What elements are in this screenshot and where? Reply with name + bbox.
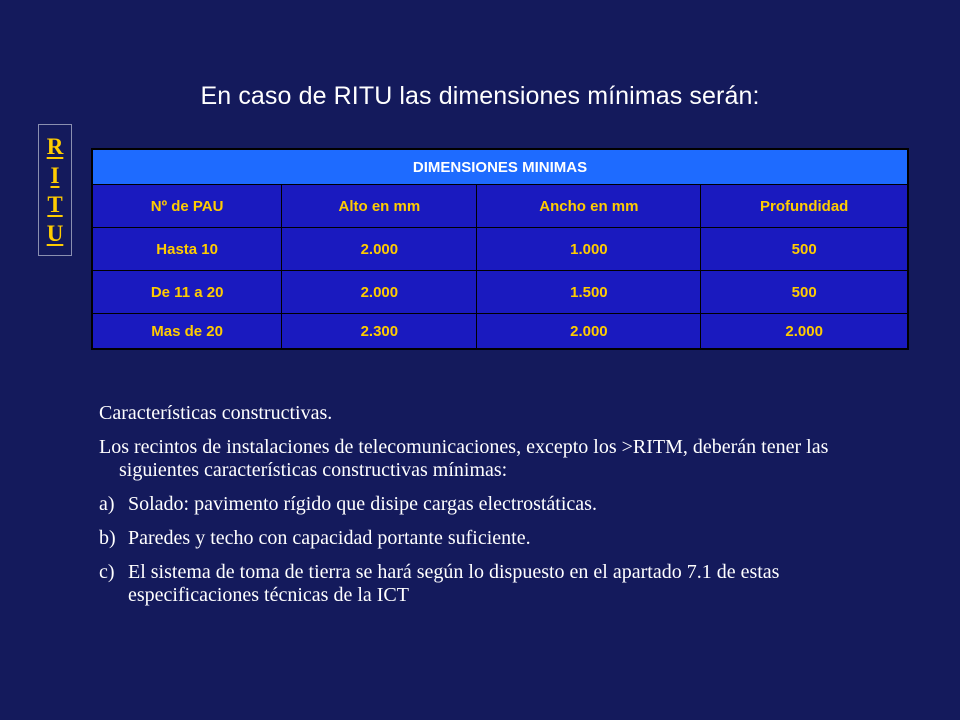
slide-title: En caso de RITU las dimensiones mínimas serán:: [200, 82, 760, 110]
table-row: [92, 271, 908, 314]
list-item-text: El sistema de toma de tierra se hará según lo dispuesto en el apartado 7.1 de estas especificaciones técnicas de la ICT: [128, 561, 780, 606]
table-cell: 2.000: [282, 271, 477, 314]
table-cell: 2.300: [282, 314, 477, 350]
intro-paragraph: Los recintos de instalaciones de telecomunicaciones, excepto los >RITM, deberán tener las siguientes características constructivas mínimas:: [99, 436, 829, 481]
list-item-text: Solado: pavimento rígido que disipe cargas electrostáticas.: [128, 493, 597, 515]
list-item: [99, 493, 889, 516]
dimensions-table: [91, 148, 909, 350]
table-row: [92, 314, 908, 350]
list-item: [99, 527, 889, 550]
list-marker: c): [99, 561, 115, 583]
table-cell: 500: [701, 228, 908, 271]
list-marker: a): [99, 493, 115, 515]
table-column-headers: [92, 185, 908, 228]
list-item: [99, 561, 889, 607]
column-header: Nº de PAU: [92, 185, 282, 228]
table-cell: 2.000: [282, 228, 477, 271]
table-header: DIMENSIONES MINIMAS: [92, 149, 908, 185]
badge-letter: U: [46, 221, 64, 246]
table-cell: 2.000: [477, 314, 701, 350]
list-marker: b): [99, 527, 116, 549]
table-cell: Hasta 10: [92, 228, 282, 271]
column-header: Alto en mm: [282, 185, 477, 228]
table-cell: Mas de 20: [92, 314, 282, 350]
list-item-text: Paredes y techo con capacidad portante suficiente.: [128, 527, 531, 549]
table-cell: 1.500: [477, 271, 701, 314]
ritu-badge: [38, 124, 72, 256]
table-cell: 1.000: [477, 228, 701, 271]
table-cell: De 11 a 20: [92, 271, 282, 314]
badge-letter: I: [50, 163, 60, 188]
column-header: Ancho en mm: [477, 185, 701, 228]
table-cell: 2.000: [701, 314, 908, 350]
table-header-row: [92, 149, 908, 185]
section-heading: Características constructivas.: [99, 402, 333, 424]
badge-letter: T: [47, 192, 63, 217]
constructive-characteristics: [99, 402, 889, 618]
badge-letter: R: [46, 134, 64, 159]
table-cell: 500: [701, 271, 908, 314]
column-header: Profundidad: [701, 185, 908, 228]
table-row: [92, 228, 908, 271]
